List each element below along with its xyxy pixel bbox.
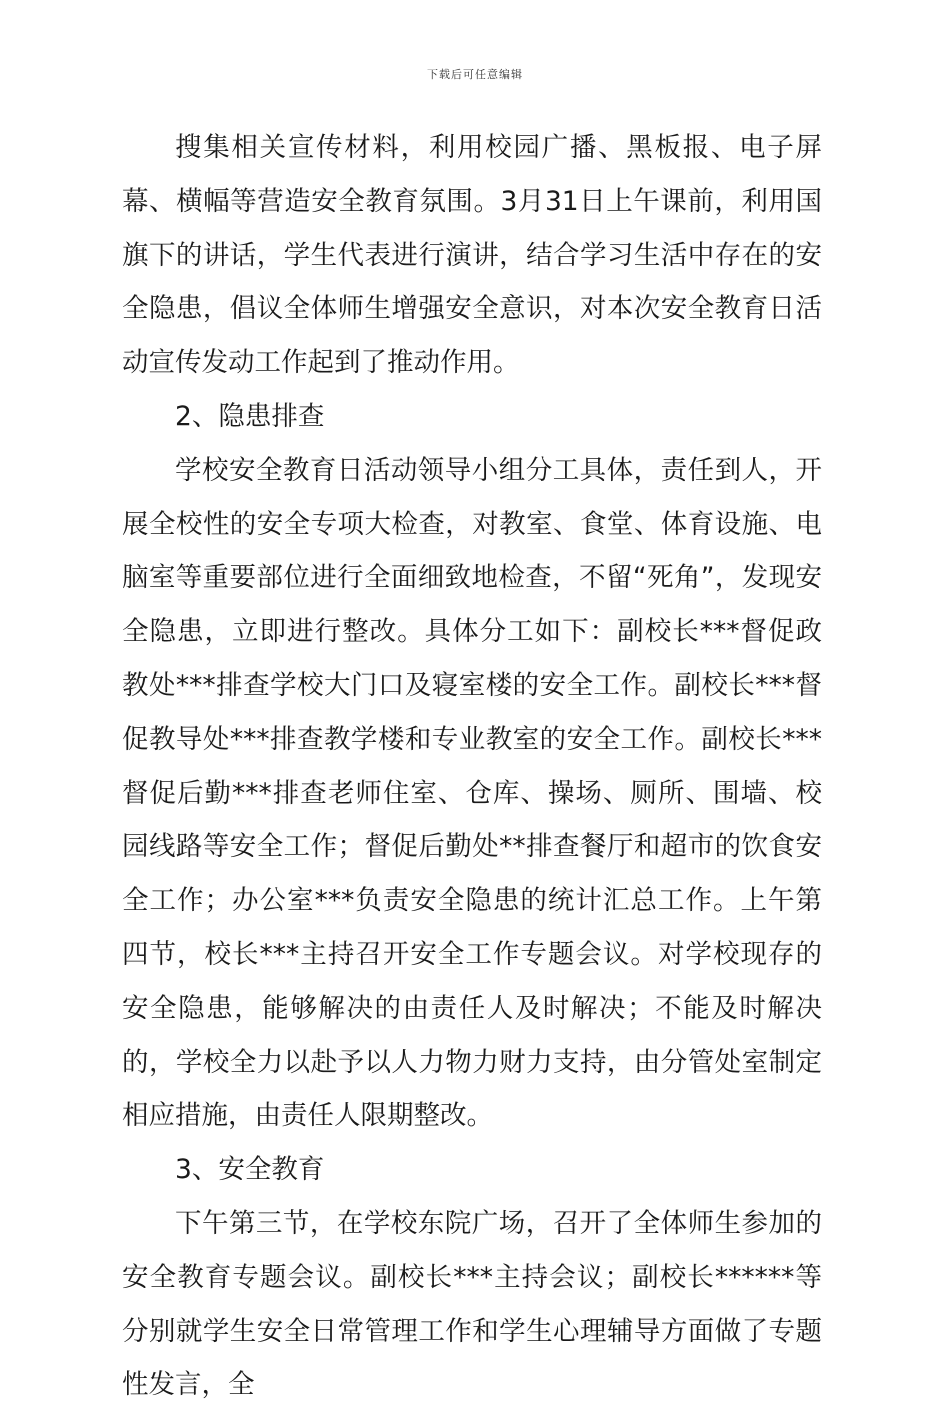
section-heading-hazard-check: 2、隐患排查 [175,400,325,432]
paragraph-hazard-check: 学校安全教育日活动领导小组分工具体，责任到人，开展全校性的安全专项大检查，对教室、食堂、体育设施、电脑室等重要部位进行全面细致地检查，不留“死角”，发现安全隐患，立即进行整改。具体分工如下：副校长***督促政教处***排查学校大门口及寝室楼的安全工作。副校长***督促教导处***排查教学楼和专业教室的安全工作。副校长***督促后勤***排查老师住室、仓库、操场、厕所、围墙、校园线路等安全工作；督促后勤处**排查餐厅和超市的饮食安全工作；办公室***负责安全隐患的统计汇总工作。上午第四节，校长***主持召开安全工作专题会议。对学校现存的安全隐患，能够解决的由责任人及时解决；不能及时解决的，学校全力以赴予以人力物力财力支持，由分管处室制定相应措施，由责任人限期整改。 [122,454,822,1132]
document-body [122,121,822,1412]
paragraph-publicity: 搜集相关宣传材料，利用校园广播、黑板报、电子屏幕、横幅等营造安全教育氛围。3月31日上午课前，利用国旗下的讲话，学生代表进行演讲，结合学习生活中存在的安全隐患，倡议全体师生增强安全意识，对本次安全教育日活动宣传发动工作起到了推动作用。 [122,132,822,379]
section-heading-safety-education: 3、安全教育 [175,1154,325,1186]
paragraph-safety-education: 下午第三节，在学校东院广场，召开了全体师生参加的安全教育专题会议。副校长***主持会议；副校长******等分别就学生安全日常管理工作和学生心理辅导方面做了专题性发言，全 [122,1207,822,1401]
page-header: 下载后可任意编辑 [427,68,523,81]
